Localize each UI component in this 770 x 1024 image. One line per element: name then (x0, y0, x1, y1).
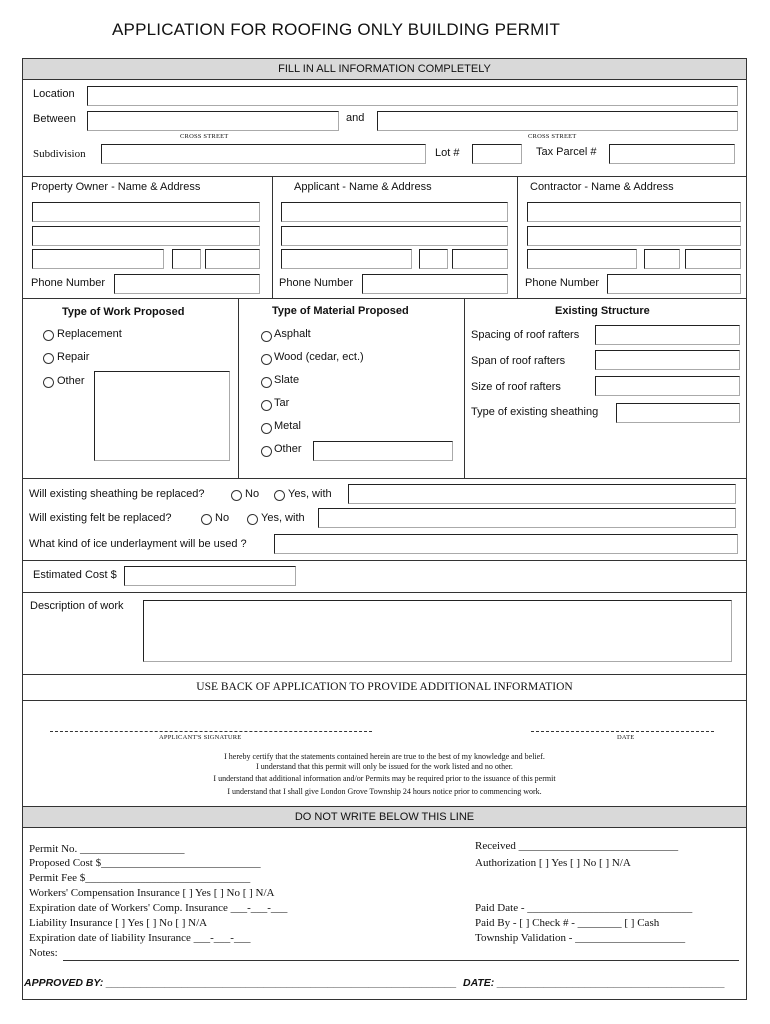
material-slate-radio[interactable] (261, 377, 272, 388)
lot-label: Lot # (435, 147, 460, 159)
felt-with-input[interactable] (318, 508, 736, 528)
cross-street-caption-1: CROSS STREET (180, 133, 229, 140)
applicant-city-input[interactable] (281, 249, 412, 269)
divider (22, 592, 747, 593)
rafter-span-input[interactable] (595, 350, 740, 370)
cross-street-caption-2: CROSS STREET (528, 133, 577, 140)
description-input[interactable] (143, 600, 732, 662)
divider (238, 298, 239, 478)
paid-date: Paid Date - ______________________________ (475, 902, 693, 914)
owner-zip-input[interactable] (205, 249, 260, 269)
no-label: No (245, 488, 260, 500)
contractor-title: Contractor - Name & Address (530, 181, 674, 193)
material-other-radio[interactable] (261, 446, 272, 457)
sheathing-type-input[interactable] (616, 403, 740, 423)
felt-question: Will existing felt be replaced? (29, 512, 172, 524)
lot-input[interactable] (472, 144, 522, 164)
description-label: Description of work (30, 600, 124, 612)
divider (22, 478, 747, 479)
material-option: Wood (cedar, ect.) (274, 351, 364, 363)
work-other-input[interactable] (94, 371, 230, 461)
rafter-spacing-input[interactable] (595, 325, 740, 345)
signature-caption: APPLICANT'S SIGNATURE (159, 734, 242, 741)
liability-expiration: Expiration date of liability Insurance ___-___-___ (29, 932, 251, 944)
work-repair-radio[interactable] (43, 353, 54, 364)
yes-with-label: Yes, with (288, 488, 332, 500)
divider (272, 176, 273, 298)
do-not-write-band: DO NOT WRITE BELOW THIS LINE (22, 806, 747, 828)
material-metal-radio[interactable] (261, 423, 272, 434)
location-input[interactable] (87, 86, 738, 106)
header-band: FILL IN ALL INFORMATION COMPLETELY (22, 58, 747, 80)
owner-state-input[interactable] (172, 249, 201, 269)
cost-label: Estimated Cost $ (33, 569, 117, 581)
divider (464, 298, 465, 478)
work-title: Type of Work Proposed (62, 306, 185, 318)
applicant-address-input[interactable] (281, 226, 508, 246)
work-option: Other (57, 375, 85, 387)
yes-with-label: Yes, with (261, 512, 305, 524)
date-caption: DATE (617, 734, 635, 741)
tax-parcel-input[interactable] (609, 144, 735, 164)
contractor-name-input[interactable] (527, 202, 741, 222)
between-label: Between (33, 113, 76, 125)
material-option: Other (274, 443, 302, 455)
owner-phone-label: Phone Number (31, 277, 105, 289)
notes-label: Notes: (29, 947, 58, 959)
divider (22, 674, 747, 675)
and-label: and (346, 112, 365, 124)
applicant-zip-input[interactable] (452, 249, 508, 269)
signature-line[interactable] (50, 731, 372, 732)
sheathing-with-input[interactable] (348, 484, 736, 504)
proposed-cost: Proposed Cost $_____________________________ (29, 857, 261, 869)
subdivision-label: Subdivision (33, 148, 86, 160)
estimated-cost-input[interactable] (124, 566, 296, 586)
page-title: APPLICATION FOR ROOFING ONLY BUILDING PERMIT (112, 20, 561, 39)
owner-name-input[interactable] (32, 202, 260, 222)
divider (22, 700, 747, 701)
divider (22, 298, 747, 299)
notes-line (63, 960, 739, 961)
liability-insurance: Liability Insurance [ ] Yes [ ] No [ ] N/A (29, 917, 208, 929)
structure-row-label: Size of roof rafters (471, 381, 561, 393)
material-option: Asphalt (274, 328, 311, 340)
structure-row-label: Span of roof rafters (471, 355, 566, 367)
applicant-name-input[interactable] (281, 202, 508, 222)
sheathing-no-radio[interactable] (231, 490, 242, 501)
applicant-phone-label: Phone Number (279, 277, 353, 289)
divider (517, 176, 518, 298)
subdivision-input[interactable] (101, 144, 426, 164)
material-other-input[interactable] (313, 441, 453, 461)
material-wood-radio[interactable] (261, 354, 272, 365)
contractor-city-input[interactable] (527, 249, 637, 269)
contractor-state-input[interactable] (644, 249, 680, 269)
township-validation: Township Validation - ____________________ (475, 932, 686, 944)
certify-line: I hereby certify that the statements contained herein are true to the best of my knowledge and belief. (224, 752, 545, 761)
certify-line: I understand that this permit will only be issued for the work listed and no other. (256, 762, 513, 771)
material-asphalt-radio[interactable] (261, 331, 272, 342)
date-line[interactable] (531, 731, 714, 732)
divider (22, 560, 747, 561)
material-option: Tar (274, 397, 290, 409)
divider (22, 176, 747, 177)
cross-street-2-input[interactable] (377, 111, 738, 131)
rafter-size-input[interactable] (595, 376, 740, 396)
material-title: Type of Material Proposed (272, 305, 409, 317)
felt-yes-radio[interactable] (247, 514, 258, 525)
material-tar-radio[interactable] (261, 400, 272, 411)
structure-row-label: Type of existing sheathing (471, 406, 599, 418)
ice-question: What kind of ice underlayment will be used ? (29, 538, 247, 550)
work-other-radio[interactable] (43, 377, 54, 388)
sheathing-question: Will existing sheathing be replaced? (29, 488, 205, 500)
structure-row-label: Spacing of roof rafters (471, 329, 580, 341)
sheathing-yes-radio[interactable] (274, 490, 285, 501)
tax-parcel-label: Tax Parcel # (536, 146, 597, 158)
location-label: Location (33, 88, 75, 100)
received: Received _____________________________ (475, 840, 679, 852)
contractor-phone-label: Phone Number (525, 277, 599, 289)
permit-no: Permit No. ___________________ (29, 843, 185, 855)
paid-by: Paid By - [ ] Check # - ________ [ ] Cash (475, 917, 660, 929)
owner-title: Property Owner - Name & Address (31, 181, 201, 193)
approved-by: APPROVED BY: ____________________________________________________________ (24, 977, 457, 989)
authorization: Authorization [ ] Yes [ ] No [ ] N/A (475, 857, 631, 869)
applicant-state-input[interactable] (419, 249, 448, 269)
work-replacement-radio[interactable] (43, 330, 54, 341)
owner-address-input[interactable] (32, 226, 260, 246)
contractor-address-input[interactable] (527, 226, 741, 246)
owner-phone-input[interactable] (114, 274, 260, 294)
material-option: Slate (274, 374, 300, 386)
approval-date: DATE: _______________________________________ (463, 977, 725, 989)
workers-comp-expiration: Expiration date of Workers' Comp. Insurance ___-___-___ (29, 902, 288, 914)
no-label: No (215, 512, 230, 524)
felt-no-radio[interactable] (201, 514, 212, 525)
owner-city-input[interactable] (32, 249, 164, 269)
material-option: Metal (274, 420, 301, 432)
applicant-phone-input[interactable] (362, 274, 508, 294)
use-back-notice: USE BACK OF APPLICATION TO PROVIDE ADDITIONAL INFORMATION (196, 681, 573, 693)
certify-line: I understand that I shall give London Grove Township 24 hours notice prior to commencing work. (227, 787, 542, 796)
cross-street-1-input[interactable] (87, 111, 339, 131)
permit-fee: Permit Fee $______________________________ (29, 872, 251, 884)
contractor-zip-input[interactable] (685, 249, 741, 269)
certify-line: I understand that additional information and/or Permits may be required prior to the issuance of this permit (213, 774, 556, 783)
contractor-phone-input[interactable] (607, 274, 741, 294)
ice-underlayment-input[interactable] (274, 534, 738, 554)
structure-title: Existing Structure (555, 305, 650, 317)
work-option: Repair (57, 351, 90, 363)
applicant-title: Applicant - Name & Address (294, 181, 432, 193)
work-option: Replacement (57, 328, 122, 340)
workers-comp: Workers' Compensation Insurance [ ] Yes [ ] No [ ] N/A (29, 887, 275, 899)
